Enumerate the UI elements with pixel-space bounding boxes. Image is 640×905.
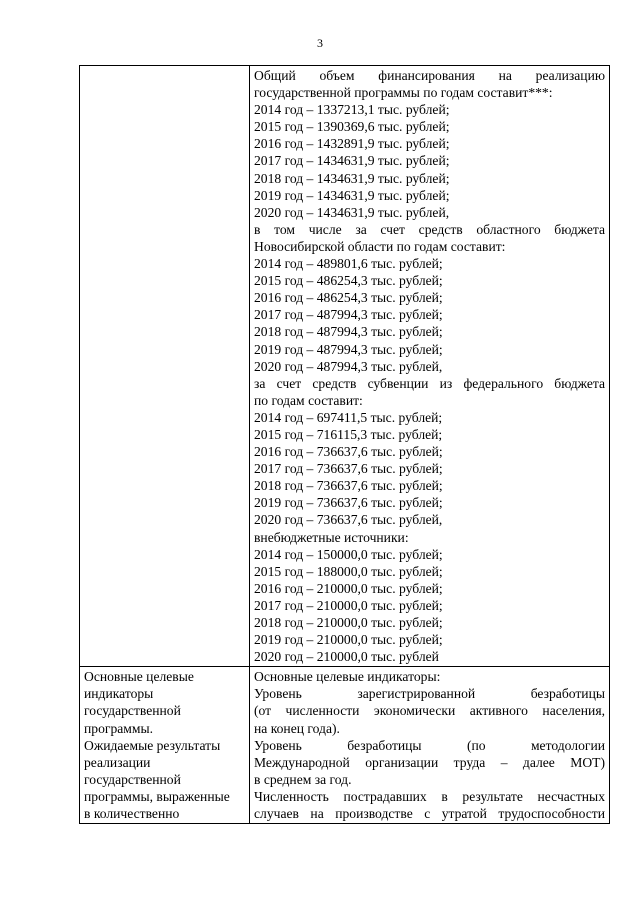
finance-total-line: 2014 год – 1337213,1 тыс. рублей; [254,102,450,118]
indicators-label-line: государственной [84,771,181,787]
indicator-item-line: Международной организации труда – далее МОТ) [254,754,605,770]
indicator-item-line: в среднем за год. [254,771,352,787]
finance-regional-line: 2018 год – 487994,3 тыс. рублей; [254,324,443,340]
indicators-label-line: государственной [84,703,181,719]
finance-regional-line: 2015 год – 486254,3 тыс. рублей; [254,273,443,289]
indicators-label-line: индикаторы [84,686,154,702]
finance-federal-line: 2015 год – 716115,3 тыс. рублей; [254,426,443,442]
finance-extrabudget-line: 2018 год – 210000,0 тыс. рублей; [254,615,443,630]
page-number: 3 [317,36,323,50]
finance-total-line: 2016 год – 1432891,9 тыс. рублей; [254,136,450,152]
indicators-label-line: реализации [84,754,151,770]
finance-federal-line: 2016 год – 736637,6 тыс. рублей; [254,444,443,460]
finance-regional-line: 2014 год – 489801,6 тыс. рублей; [254,256,443,272]
indicators-label-line: в количественно [84,806,180,822]
finance-regional-heading: Новосибирской области по годам составит: [254,238,506,254]
finance-total-line: 2020 год – 1434631,9 тыс. рублей, [254,204,450,220]
finance-regional-line: 2020 год – 487994,3 тыс. рублей, [254,358,443,374]
finance-extrabudget-heading: внебюджетные источники: [254,529,409,545]
indicators-label-line: программы. [84,720,154,736]
finance-intro-line: Общий объем финансирования на реализацию [254,68,605,83]
finance-regional-heading: в том числе за счет средств областного бюджета [254,221,605,237]
indicator-item-line: Численность пострадавших в результате несчастных [254,788,605,804]
indicator-item-line: (от численности экономически активного населения, [254,703,605,719]
finance-federal-line: 2014 год – 697411,5 тыс. рублей; [254,409,443,425]
finance-regional-line: 2017 год – 487994,3 тыс. рублей; [254,307,443,323]
indicator-item-line: Уровень безработицы (по методологии [254,737,605,753]
finance-total-line: 2019 год – 1434631,9 тыс. рублей; [254,187,450,203]
finance-extrabudget-line: 2019 год – 210000,0 тыс. рублей; [254,632,443,648]
finance-federal-line: 2017 год – 736637,6 тыс. рублей; [254,461,443,477]
indicators-label-cell [80,667,250,824]
program-passport-table [79,65,610,824]
finance-federal-line: 2018 год – 736637,6 тыс. рублей; [254,478,443,494]
indicator-item-line: на конец года). [254,720,340,736]
finance-extrabudget-line: 2015 год – 188000,0 тыс. рублей; [254,563,443,579]
finance-extrabudget-line: 2014 год – 150000,0 тыс. рублей; [254,546,443,562]
finance-intro-line: государственной программы по годам составит***: [254,85,553,101]
finance-federal-heading: по годам составит: [254,392,363,408]
financing-label-cell [80,66,250,667]
indicators-label-line: программы, выраженные [84,788,230,804]
indicators-label-line: Ожидаемые результаты [84,737,221,753]
financing-content-cell [250,66,610,667]
indicators-label-line: Основные целевые [84,669,194,685]
finance-total-line: 2017 год – 1434631,9 тыс. рублей; [254,153,450,169]
finance-federal-line: 2019 год – 736637,6 тыс. рублей; [254,495,443,511]
finance-total-line: 2015 год – 1390369,6 тыс. рублей; [254,119,450,135]
finance-regional-line: 2019 год – 487994,3 тыс. рублей; [254,341,443,357]
finance-total-line: 2018 год – 1434631,9 тыс. рублей; [254,170,450,186]
finance-extrabudget-line: 2017 год – 210000,0 тыс. рублей; [254,597,443,613]
finance-federal-line: 2020 год – 736637,6 тыс. рублей, [254,512,443,528]
finance-extrabudget-line: 2016 год – 210000,0 тыс. рублей; [254,580,443,596]
table-row-indicators [80,667,610,824]
finance-regional-line: 2016 год – 486254,3 тыс. рублей; [254,290,443,306]
indicator-item-line: Уровень зарегистрированной безработицы [254,686,605,702]
indicators-content-cell [250,667,610,824]
finance-federal-heading: за счет средств субвенции из федерального бюджета [254,375,605,391]
finance-extrabudget-line: 2020 год – 210000,0 тыс. рублей [254,649,439,665]
indicator-item-line: случаев на производстве с утратой трудоспособности [254,806,605,822]
indicators-heading: Основные целевые индикаторы: [254,669,441,685]
table-row-financing [80,66,610,667]
